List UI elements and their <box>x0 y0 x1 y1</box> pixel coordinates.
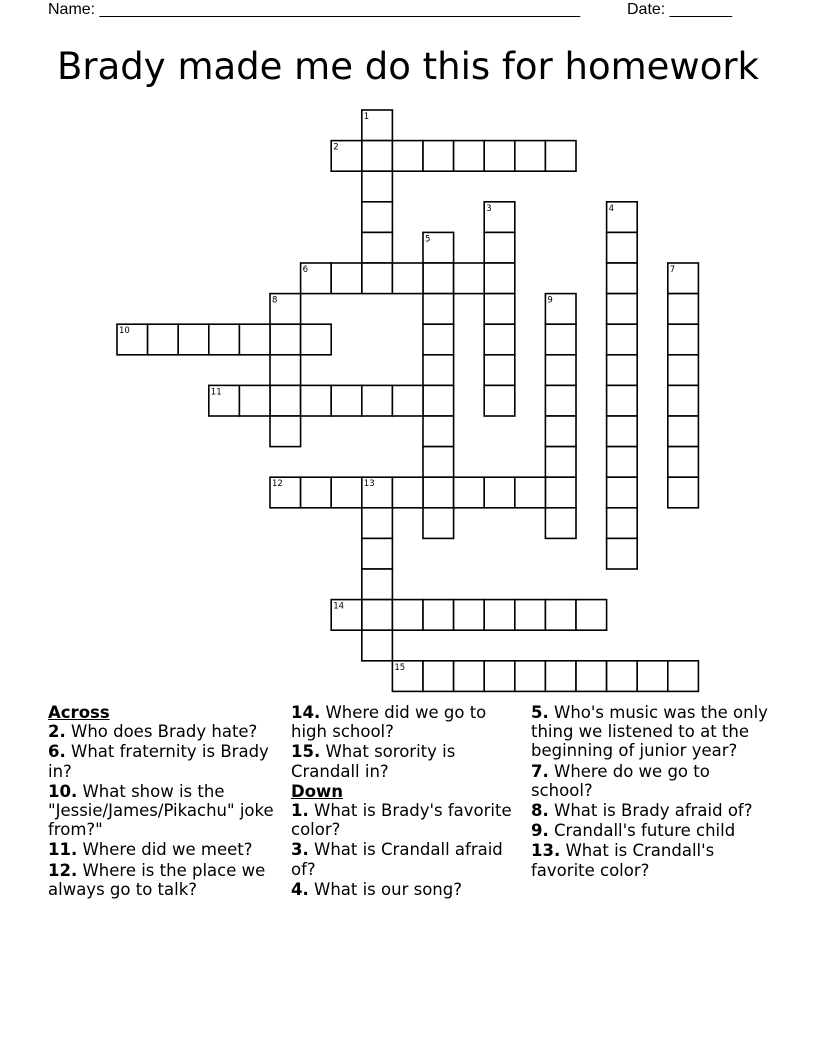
grid-cell[interactable] <box>607 294 638 325</box>
grid-cell[interactable] <box>484 661 515 692</box>
grid-cell[interactable] <box>607 538 638 569</box>
cell-number: 2 <box>333 142 339 153</box>
grid-cell[interactable] <box>607 477 638 508</box>
grid-cell[interactable] <box>423 508 454 539</box>
clues-column-3 <box>531 703 771 881</box>
grid-cell[interactable] <box>454 477 485 508</box>
grid-cell[interactable] <box>484 600 515 631</box>
grid-cell[interactable] <box>362 630 393 661</box>
grid-cell[interactable] <box>545 355 576 386</box>
grid-cell[interactable] <box>454 600 485 631</box>
clue-across-2: 2. Who does Brady hate? <box>48 722 258 742</box>
grid-cell[interactable] <box>484 324 515 355</box>
grid-cell[interactable] <box>576 661 607 692</box>
down-heading: Down <box>291 781 344 801</box>
grid-cell[interactable] <box>668 477 699 508</box>
grid-cell[interactable] <box>545 600 576 631</box>
name-field[interactable]: Name: ______________________________________________________ <box>48 1 581 18</box>
grid-cell[interactable] <box>484 232 515 263</box>
grid-cell[interactable] <box>178 324 209 355</box>
grid-cell[interactable] <box>545 385 576 416</box>
clues-column-2 <box>291 703 516 900</box>
clue-across-10: 10. What show is the "Jessie/James/Pikachu" joke from?" <box>48 781 274 840</box>
grid-cell[interactable] <box>362 508 393 539</box>
cell-number: 1 <box>363 112 370 122</box>
grid-cell[interactable] <box>270 324 301 355</box>
cell-number: 10 <box>119 326 130 337</box>
clue-across-6: 6. What fraternity is Brady in? <box>48 742 269 781</box>
grid-cell[interactable] <box>637 661 668 692</box>
grid-cell[interactable] <box>454 141 485 172</box>
grid-cell[interactable] <box>392 385 423 416</box>
grid-cell[interactable] <box>668 385 699 416</box>
grid-cell[interactable] <box>454 263 485 294</box>
grid-cell[interactable] <box>209 324 240 355</box>
clue-down-1: 1. What is Brady's favorite color? <box>291 801 512 840</box>
grid-cell[interactable] <box>423 263 454 294</box>
grid-cell[interactable] <box>515 141 546 172</box>
grid-cell[interactable] <box>301 324 332 355</box>
grid-cell[interactable] <box>515 661 546 692</box>
grid-cell[interactable] <box>423 355 454 386</box>
grid-cell[interactable] <box>270 385 301 416</box>
grid-cell[interactable] <box>607 355 638 386</box>
grid-cell[interactable] <box>423 141 454 172</box>
grid-cell[interactable] <box>484 294 515 325</box>
cell-number: 3 <box>486 203 492 214</box>
grid-cell[interactable] <box>545 447 576 478</box>
grid-cell[interactable] <box>668 324 699 355</box>
cell-number: 14 <box>333 601 345 612</box>
clue-across-15: 15. What sorority is Crandall in? <box>291 742 456 781</box>
grid-cell[interactable] <box>668 661 699 692</box>
grid-cell[interactable] <box>362 385 393 416</box>
grid-cell[interactable] <box>454 661 485 692</box>
grid-cell[interactable] <box>607 508 638 539</box>
page-title: Brady made me do this for homework <box>57 45 759 88</box>
grid-cell[interactable] <box>148 324 179 355</box>
cell-number: 7 <box>669 265 676 275</box>
across-heading: Across <box>48 703 110 722</box>
grid-cell[interactable] <box>545 661 576 692</box>
grid-cell[interactable] <box>423 416 454 447</box>
grid-cell[interactable] <box>668 447 699 478</box>
grid-cell[interactable] <box>362 141 393 172</box>
grid-cell[interactable] <box>423 385 454 416</box>
clue-across-14: 14. Where did we go to high school? <box>291 703 487 742</box>
grid-cell[interactable] <box>331 263 362 294</box>
cell-number: 11 <box>210 387 222 398</box>
clues-column-1 <box>48 703 278 900</box>
grid-cell[interactable] <box>515 477 546 508</box>
grid-cell[interactable] <box>362 202 393 233</box>
grid-cell[interactable] <box>301 477 332 508</box>
grid-cell[interactable] <box>668 294 699 325</box>
grid-cell[interactable] <box>423 600 454 631</box>
grid-cell[interactable] <box>301 385 332 416</box>
grid-cell[interactable] <box>607 324 638 355</box>
grid-cell[interactable] <box>362 263 393 294</box>
cell-number: 12 <box>272 479 283 490</box>
clue-down-9: 9. Crandall's future child <box>531 821 736 841</box>
grid-cell[interactable] <box>392 263 423 294</box>
clue-across-12: 12. Where is the place we always go to talk? <box>48 860 266 899</box>
grid-cell[interactable] <box>607 661 638 692</box>
grid-cell[interactable] <box>545 508 576 539</box>
grid-cell[interactable] <box>607 232 638 263</box>
clue-down-13: 13. What is Crandall's favorite color? <box>531 841 715 880</box>
grid-cell[interactable] <box>607 263 638 294</box>
grid-cell[interactable] <box>484 477 515 508</box>
grid-cell[interactable] <box>607 416 638 447</box>
date-field[interactable]: Date: _______ <box>627 1 732 18</box>
grid-cell[interactable] <box>362 232 393 263</box>
clue-down-8: 8. What is Brady afraid of? <box>531 801 753 821</box>
grid-cell[interactable] <box>270 416 301 447</box>
grid-cell[interactable] <box>545 141 576 172</box>
clue-down-4: 4. What is our song? <box>291 879 462 899</box>
grid-cell[interactable] <box>423 294 454 325</box>
grid-cell[interactable] <box>392 141 423 172</box>
grid-cell[interactable] <box>607 385 638 416</box>
grid-cell[interactable] <box>668 355 699 386</box>
clue-down-5: 5. Who's music was the only thing we listened to at the beginning of junior year? <box>531 703 768 761</box>
clue-down-7: 7. Where do we go to school? <box>531 761 710 800</box>
grid-cell[interactable] <box>576 600 607 631</box>
grid-cell[interactable] <box>607 447 638 478</box>
cell-number: 15 <box>394 662 406 673</box>
grid-cell[interactable] <box>668 416 699 447</box>
grid-cell[interactable] <box>545 324 576 355</box>
grid-cell[interactable] <box>362 569 393 600</box>
grid-cell[interactable] <box>392 600 423 631</box>
grid-cell[interactable] <box>362 538 393 569</box>
cell-number: 9 <box>547 295 553 306</box>
cell-number: 4 <box>608 203 615 214</box>
grid-cell[interactable] <box>423 324 454 355</box>
grid-cell[interactable] <box>239 324 270 355</box>
grid-cell[interactable] <box>515 600 546 631</box>
cell-number: 5 <box>425 234 431 245</box>
grid-cell[interactable] <box>362 600 393 631</box>
grid-cell[interactable] <box>484 385 515 416</box>
grid-cell[interactable] <box>423 477 454 508</box>
cell-number: 8 <box>272 295 278 306</box>
cell-number: 6 <box>302 265 309 275</box>
grid-cell[interactable] <box>270 355 301 386</box>
grid-cell[interactable] <box>392 477 423 508</box>
grid-cell[interactable] <box>484 141 515 172</box>
grid-cell[interactable] <box>545 416 576 447</box>
grid-cell[interactable] <box>331 477 362 508</box>
grid-cell[interactable] <box>239 385 270 416</box>
cell-number: 13 <box>363 479 375 490</box>
grid-cell[interactable] <box>484 355 515 386</box>
grid-cell[interactable] <box>423 447 454 478</box>
clue-down-3: 3. What is Crandall afraid of? <box>291 840 503 879</box>
grid-cell[interactable] <box>423 661 454 692</box>
grid-cell[interactable] <box>362 171 393 202</box>
grid-cell[interactable] <box>484 263 515 294</box>
clue-across-11: 11. Where did we meet? <box>48 840 253 860</box>
grid-cell[interactable] <box>331 385 362 416</box>
grid-cell[interactable] <box>545 477 576 508</box>
